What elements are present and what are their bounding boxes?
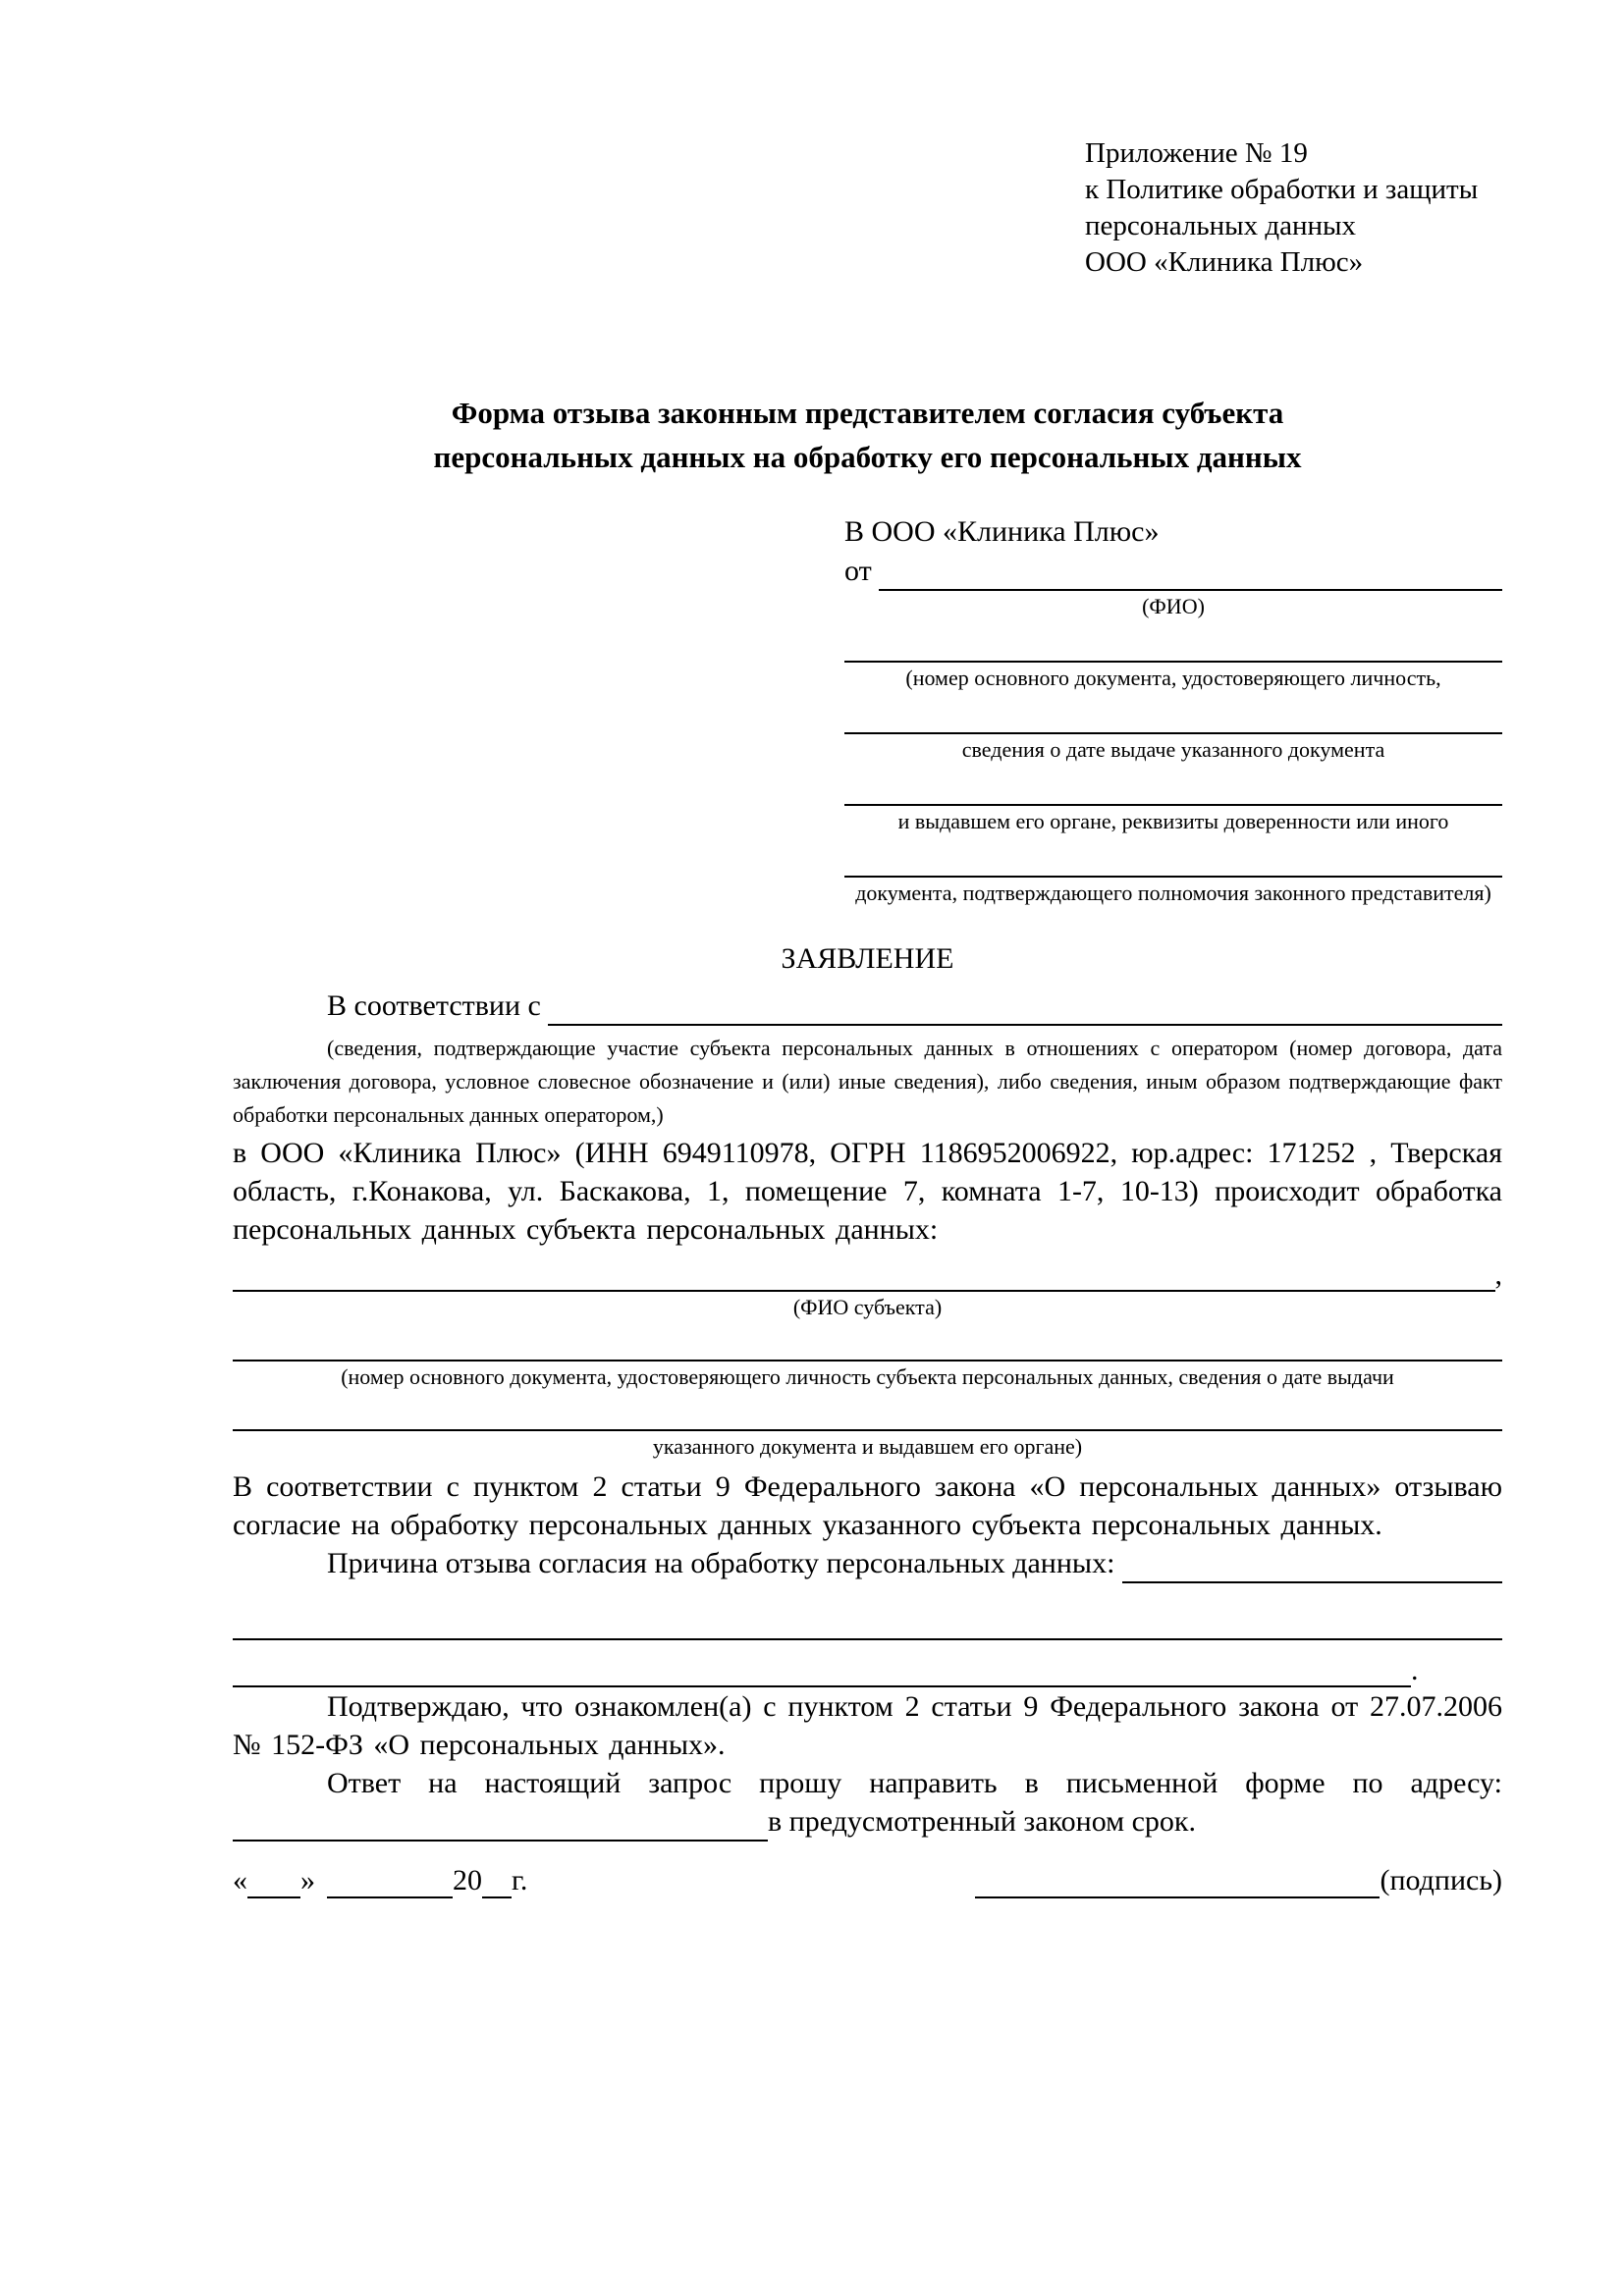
document-title-line-1: Форма отзыва законным представителем согласия субъекта (451, 396, 1284, 430)
signature-row (233, 1863, 1502, 1898)
statement-heading: ЗАЯВЛЕНИЕ (781, 942, 954, 975)
representative-doc-caption-4: документа, подтверждающего полномочия законного представителя) (855, 881, 1491, 905)
signature-sign-group (975, 1863, 1502, 1898)
reason-row (233, 1544, 1502, 1583)
subject-fio-caption: (ФИО субъекта) (792, 1295, 943, 1319)
date-year-suffix: г. (512, 1864, 528, 1896)
representative-doc-field-2[interactable] (844, 691, 1502, 734)
signature-date-group (233, 1863, 527, 1898)
appendix-line: к Политике обработки и защиты (1085, 174, 1479, 205)
representative-doc-field-4[interactable] (844, 834, 1502, 878)
appendix-line: ООО «Клиника Плюс» (1085, 246, 1364, 278)
representative-doc-caption-2: сведения о дате выдаче указанного документа (961, 737, 1385, 762)
date-year-field[interactable] (482, 1871, 512, 1898)
subject-fio-comma: , (1494, 1258, 1502, 1291)
basis-row (233, 987, 1502, 1026)
date-open-quote: « (233, 1864, 247, 1896)
appendix-line: персональных данных (1085, 210, 1357, 241)
basis-field[interactable] (548, 992, 1502, 1026)
operator-paragraph: в ООО «Клиника Плюс» (ИНН 6949110978, ОГРН 1186952006922, юр.адрес: 171252 , Тверская область, г.Конакова, ул. Баскакова, 1, помещение 7, комната 1-7, 10-13) происходит обработка персональных данных субъекта персональных данных: (233, 1137, 1502, 1246)
document-body (233, 0, 1502, 1842)
representative-fio-caption: (ФИО) (1142, 594, 1205, 618)
appendix-line: Приложение № 19 (1085, 137, 1308, 169)
subject-doc-caption-1: (номер основного документа, удостоверяющего личность субъекта персональных данных, сведения о дате выдачи (341, 1364, 1394, 1389)
representative-doc-field-3[interactable] (844, 763, 1502, 806)
signature-caption: (подпись) (1380, 1864, 1502, 1896)
withdrawal-paragraph: В соответствии с пунктом 2 статьи 9 Федерального закона «О персональных данных» отзываю согласие на обработку персональных данных указанного субъекта персональных данных. (233, 1470, 1502, 1541)
representative-doc-caption-3: и выдавшем его органе, реквизиты доверенности или иного (897, 809, 1449, 833)
addressee-block (844, 512, 1502, 906)
date-year-prefix: 20 (453, 1864, 482, 1896)
reason-field-line-3[interactable] (233, 1656, 1411, 1687)
addressee-company: В ООО «Клиника Плюс» (844, 515, 1160, 548)
representative-fio-field[interactable] (879, 558, 1502, 591)
date-month-field[interactable] (327, 1871, 453, 1898)
subject-fio-field[interactable] (233, 1262, 1495, 1292)
reason-field-line-1[interactable] (1122, 1550, 1502, 1583)
from-row (844, 552, 1502, 591)
date-close-quote: » (300, 1864, 315, 1896)
reason-label: Причина отзыва согласия на обработку персональных данных: (327, 1547, 1115, 1579)
representative-doc-field-1[interactable] (844, 619, 1502, 663)
document-title (233, 391, 1502, 479)
representative-doc-caption-1: (номер основного документа, удостоверяющего личность, (905, 666, 1441, 690)
signature-field[interactable] (975, 1871, 1380, 1898)
appendix-note (1085, 0, 1502, 281)
reply-address-row (233, 1802, 1502, 1842)
confirm-paragraph: Подтверждаю, что ознакомлен(а) с пунктом 2 статьи 9 Федерального закона от 27.07.2006 № 152-ФЗ «О персональных данных». (233, 1690, 1502, 1761)
reply-paragraph: Ответ на настоящий запрос прошу направить в письменной форме по адресу: (327, 1767, 1502, 1799)
subject-fio-row (233, 1258, 1502, 1292)
subject-doc-caption-2: указанного документа и выдавшем его органе) (652, 1434, 1083, 1459)
basis-caption: (сведения, подтверждающие участие субъекта персональных данных в отношениях с оператором (номер договора, дата заключения договора, условное словесное обозначение и (или) иные сведения), либо сведения, иным образом подтверждающие факт обработки персональных данных оператором,) (233, 1036, 1502, 1127)
reply-tail-text: в предусмотренный законом срок. (768, 1805, 1196, 1838)
reason-field-line-2[interactable] (233, 1583, 1502, 1640)
date-day-field[interactable] (247, 1871, 300, 1898)
reason-end-row (233, 1654, 1502, 1687)
subject-doc-field-1[interactable] (233, 1320, 1502, 1362)
basis-label: В соответствии с (327, 989, 541, 1022)
subject-doc-field-2[interactable] (233, 1390, 1502, 1431)
document-title-line-2: персональных данных на обработку его персональных данных (433, 440, 1302, 474)
from-label: от (844, 555, 872, 587)
reason-period: . (1411, 1654, 1419, 1686)
reply-address-field[interactable] (233, 1810, 768, 1842)
